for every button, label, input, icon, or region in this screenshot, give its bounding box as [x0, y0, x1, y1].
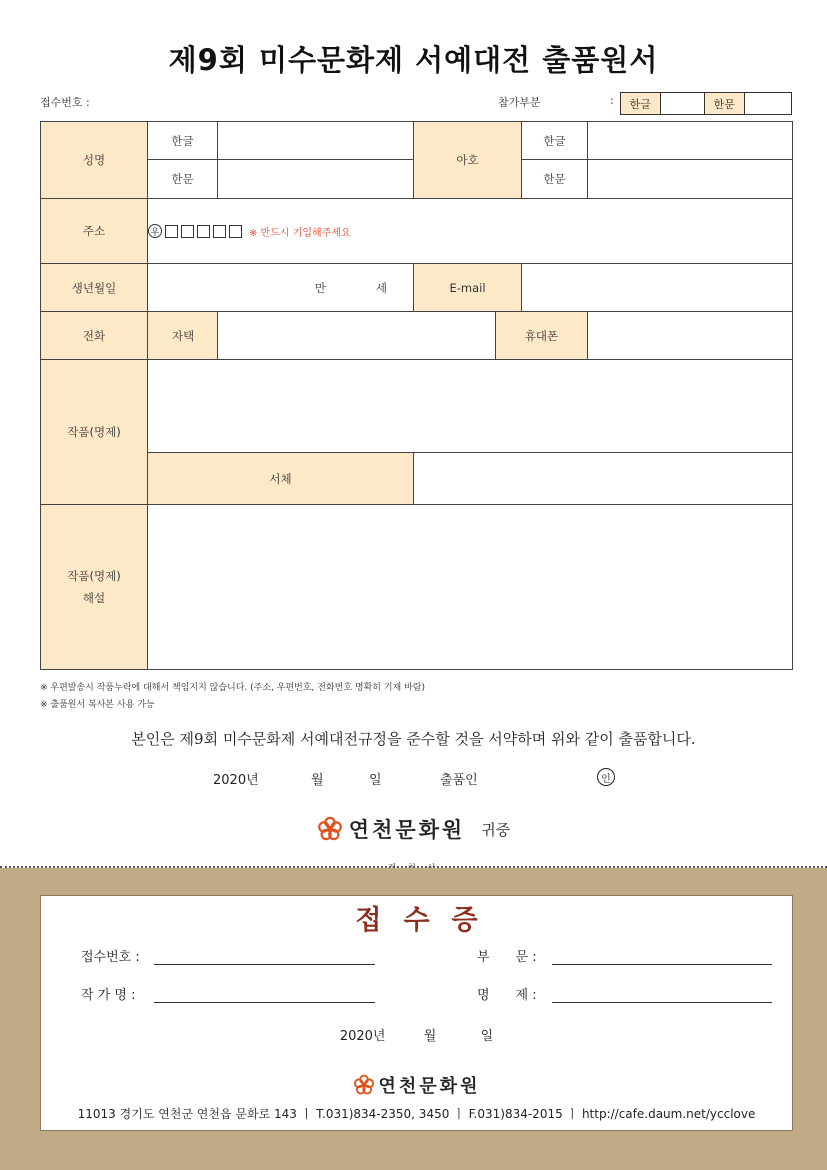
work-title-row: [477, 984, 772, 1003]
name-hangul-label: 한글: [148, 122, 218, 160]
receipt-date: [41, 1025, 792, 1044]
receipt-number-field[interactable]: [154, 951, 375, 965]
home-phone-field[interactable]: [218, 312, 496, 360]
note-item: ※ 출품원서 복사본 사용 가능: [40, 700, 155, 710]
receipt-number-label: 접수번호 :: [81, 950, 140, 965]
option-hangul-checkbox[interactable]: [661, 93, 705, 114]
organization-name: 연천문화원: [348, 818, 466, 842]
email-label: E-mail: [414, 264, 522, 312]
script-style-label: 서체: [148, 453, 414, 505]
date-year: 2020년: [213, 773, 259, 788]
flower-logo-icon: [353, 1074, 375, 1096]
pen-name-hanmun-field[interactable]: [588, 160, 793, 199]
receipt-organization-name: 연천문화원: [378, 1076, 481, 1097]
pen-name-hanmun-label: 한문: [522, 160, 588, 199]
work-commentary-label-line1: 작품(명제): [67, 569, 121, 583]
zip-box[interactable]: [197, 225, 210, 238]
receipt-address: 11013 경기도 연천군 연천읍 문화로 143 ㅣ T.031)834-2350, 3450 ㅣ F.031)834-2015 ㅣ http://cafe.daum.net/ycclove: [77, 1107, 756, 1121]
birth-label: 생년월일: [41, 264, 148, 312]
participation-label: 참가부분: [498, 96, 541, 109]
organization: [0, 814, 827, 844]
receipt-date-year: 2020년: [339, 1029, 386, 1044]
participation-options: [620, 92, 792, 115]
work-commentary-field[interactable]: [148, 505, 793, 670]
page-title: 제9회 미수문화제 서예대전 출품원서: [168, 43, 659, 77]
applicant-label: 출품인: [440, 773, 478, 788]
receipt-card: [40, 895, 793, 1131]
notes: [40, 680, 425, 714]
date-day: 일: [369, 773, 382, 788]
note-item: ※ 우편발송시 작품누락에 대해서 책임지지 않습니다. (주소, 우편번호, 전화번호 명확히 기재 바람): [40, 683, 425, 693]
age-se-label: 세: [375, 280, 387, 295]
zip-box[interactable]: [165, 225, 178, 238]
work-commentary-label-line2: 해설: [82, 591, 106, 605]
division-label: 부 문 :: [477, 950, 537, 965]
zip-box[interactable]: [213, 225, 226, 238]
receipt-date-month: 월: [423, 1029, 437, 1044]
phone-label: 전화: [41, 312, 148, 360]
work-title-field[interactable]: [148, 360, 793, 453]
zip-box[interactable]: [229, 225, 242, 238]
birth-field[interactable]: [148, 264, 414, 312]
application-form-table: [40, 121, 793, 670]
receipt-organization: [41, 1072, 792, 1098]
name-label: 성명: [41, 122, 148, 199]
participation-colon: :: [610, 94, 614, 107]
home-phone-label: 자택: [148, 312, 218, 360]
address-label: 주소: [41, 199, 148, 264]
date-month: 월: [311, 773, 324, 788]
email-field[interactable]: [522, 264, 793, 312]
option-hanmun-label: 한문: [705, 93, 745, 114]
organization-suffix: 귀중: [481, 820, 511, 839]
address-required-note: ※ 반드시 기입해주세요: [249, 227, 351, 239]
receipt-title: 접수증: [355, 905, 500, 936]
zip-box[interactable]: [181, 225, 194, 238]
flower-logo-icon: [317, 816, 343, 842]
pen-name-label: 아호: [414, 122, 522, 199]
pledge-text: 본인은 제9회 미수문화제 서예대전규정을 준수할 것을 서약하며 위와 같이 출품합니다.: [131, 730, 696, 748]
script-style-field[interactable]: [414, 453, 793, 505]
postal-mark-icon: 우: [148, 224, 162, 238]
option-hanmun-checkbox[interactable]: [745, 93, 791, 114]
receipt-number-label: 접수번호 :: [40, 96, 90, 109]
artist-field[interactable]: [154, 989, 375, 1003]
age-man-label: 만: [314, 280, 326, 295]
division-field[interactable]: [552, 951, 772, 965]
artist-label: 작 가 명 :: [81, 988, 136, 1003]
artist-row: [81, 984, 375, 1003]
receipt-work-title-field[interactable]: [552, 989, 772, 1003]
work-title-label: 작품(명제): [41, 360, 148, 505]
seal-mark-icon: 인: [597, 768, 615, 786]
address-field[interactable]: [148, 199, 793, 264]
work-commentary-label: [41, 505, 148, 670]
pen-name-hangul-field[interactable]: [588, 122, 793, 160]
name-hanmun-label: 한문: [148, 160, 218, 199]
mobile-field[interactable]: [588, 312, 793, 360]
name-hangul-field[interactable]: [218, 122, 414, 160]
receipt-number-row: [81, 946, 375, 965]
mobile-label: 휴대폰: [496, 312, 588, 360]
pen-name-hangul-label: 한글: [522, 122, 588, 160]
receipt-date-day: 일: [480, 1029, 494, 1044]
receipt-work-title-label: 명 제 :: [477, 988, 537, 1003]
division-row: [477, 946, 772, 965]
name-hanmun-field[interactable]: [218, 160, 414, 199]
option-hangul-label: 한글: [621, 93, 661, 114]
